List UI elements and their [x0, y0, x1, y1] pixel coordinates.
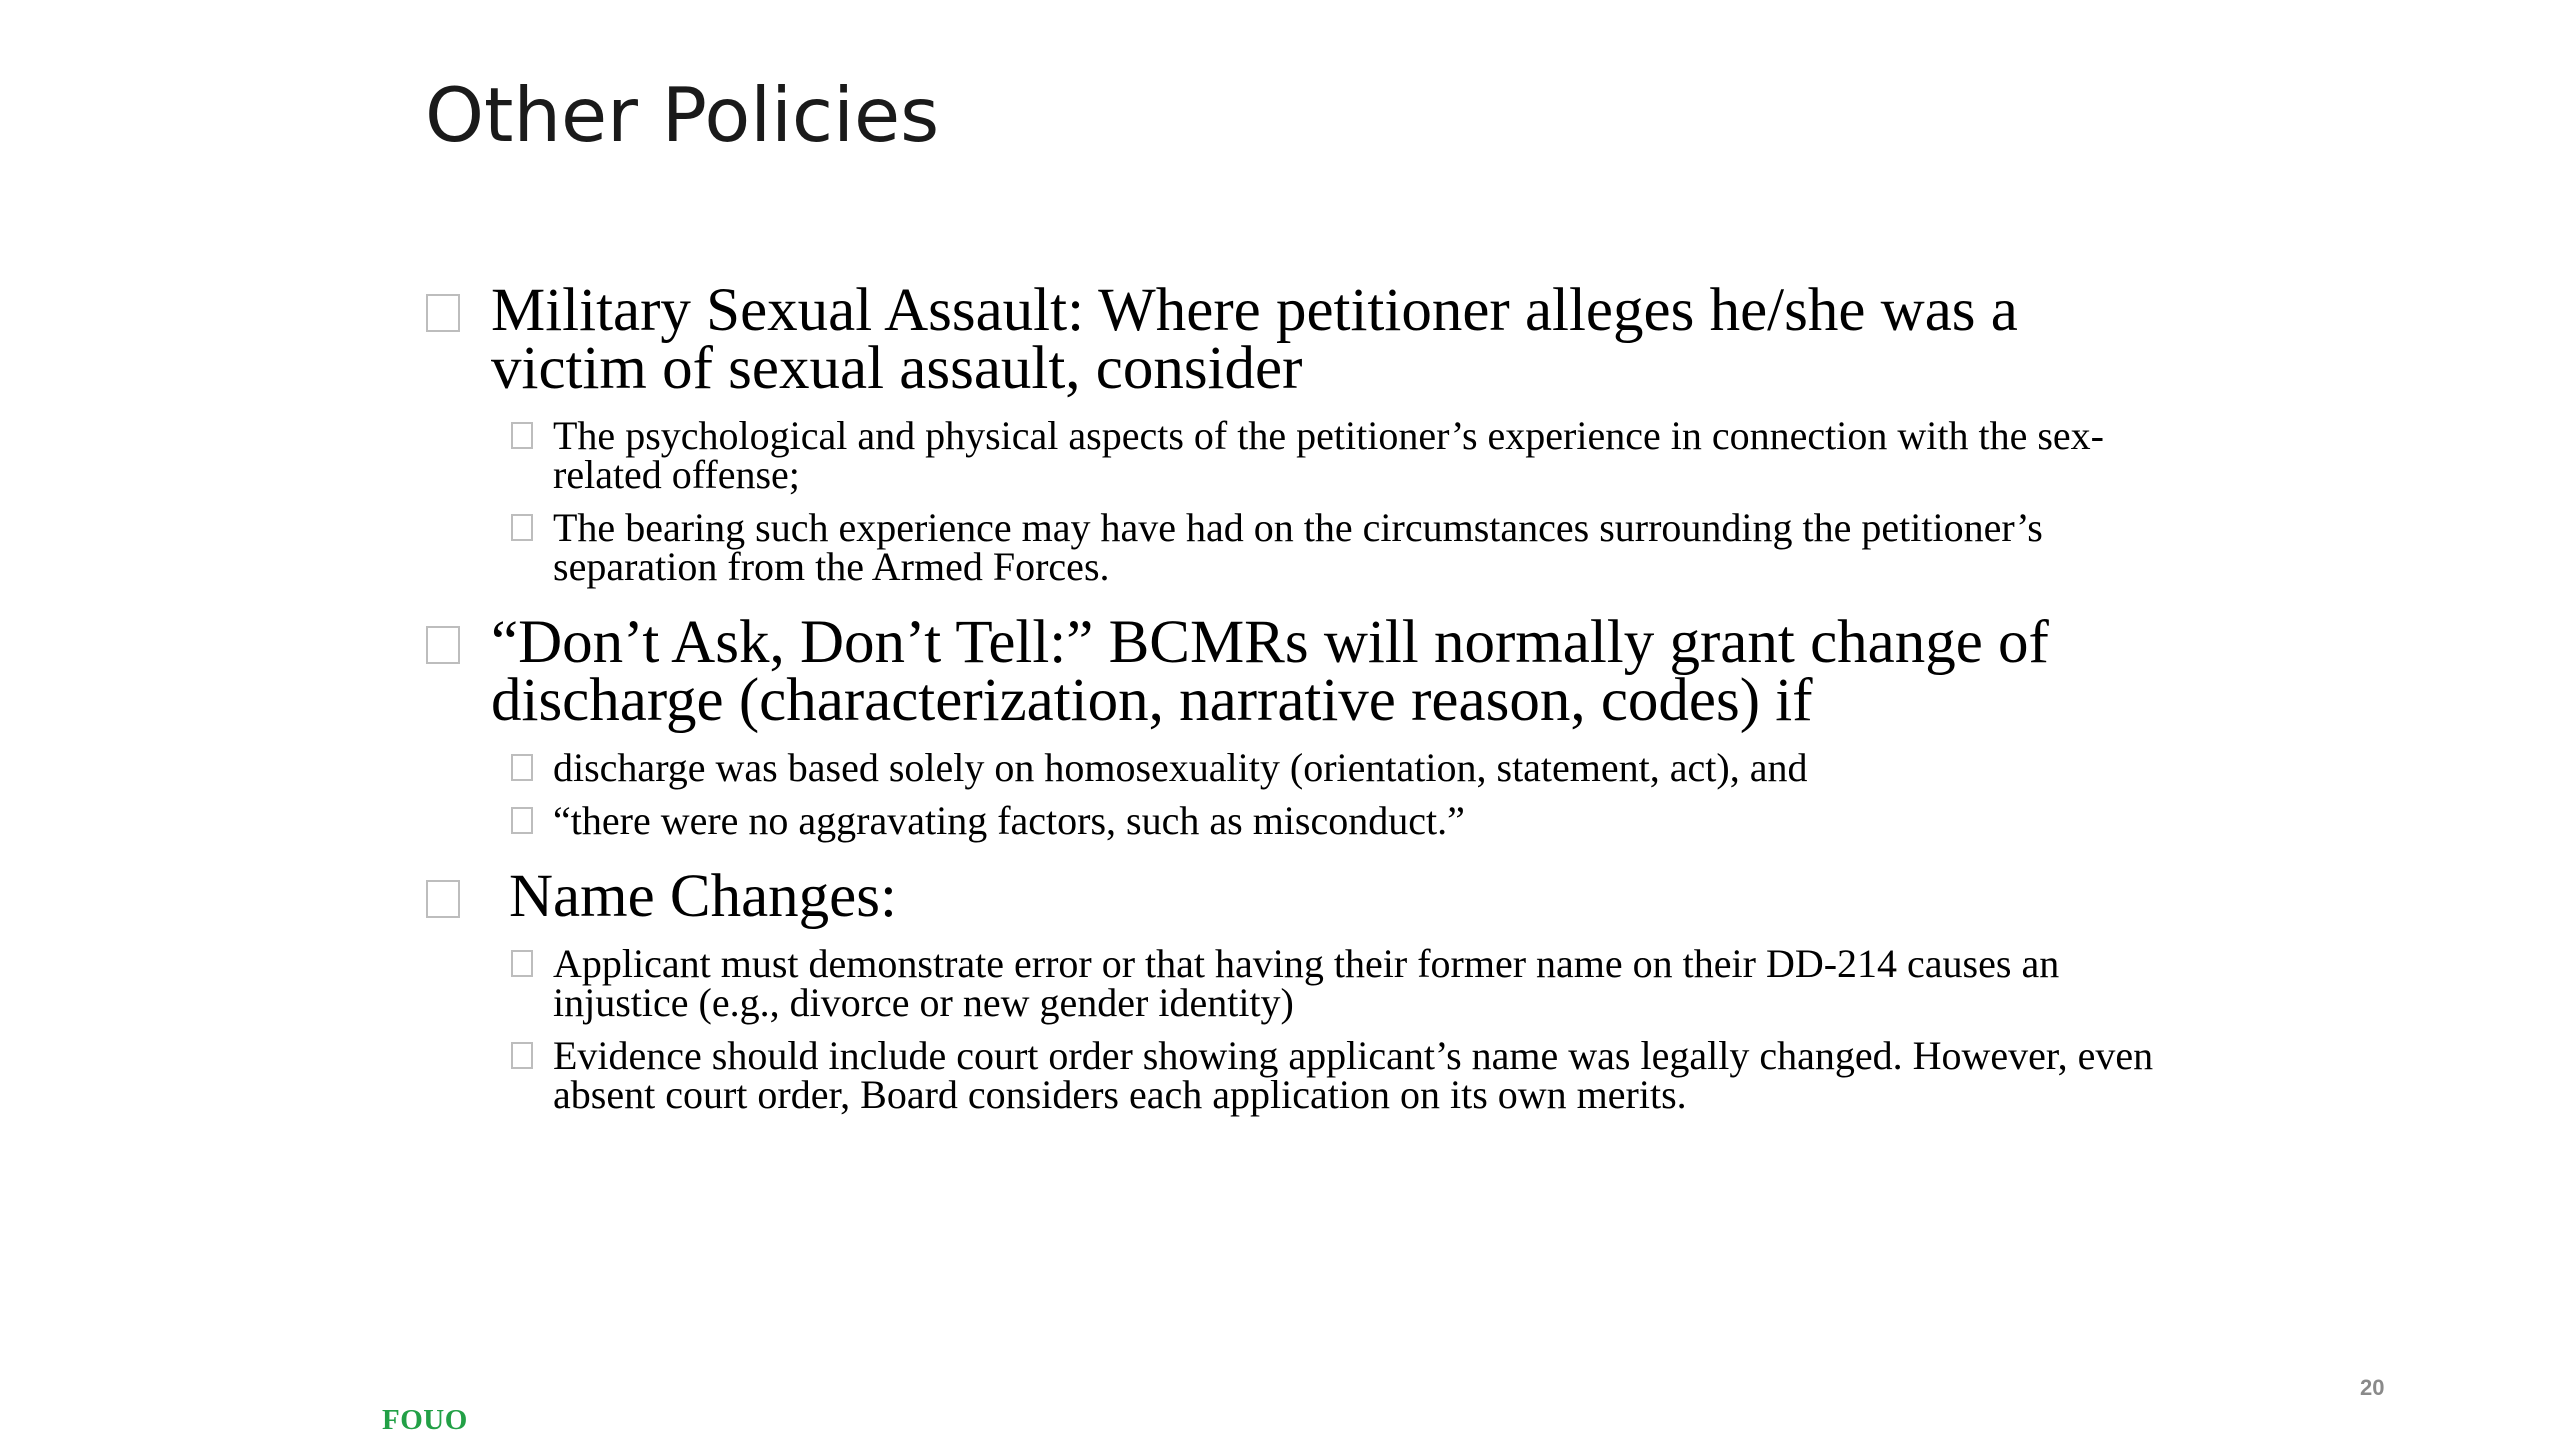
- slide-content: [425, 277, 2185, 1117]
- bullet-text: Name Changes:: [509, 863, 897, 930]
- bullet-dont-ask-dont-tell: [425, 609, 2185, 734]
- checkbox-bullet-icon: [426, 626, 460, 664]
- bullet-text: Military Sexual Assault: Where petitioner alleges he/she was a victim of sexual assault, consider: [491, 277, 2018, 402]
- sub-bullet-discharge-homosexuality: [425, 745, 2185, 790]
- bullet-name-changes: [425, 863, 2185, 930]
- checkbox-bullet-icon: [511, 950, 533, 977]
- checkbox-bullet-icon: [426, 294, 460, 332]
- bullet-text: “Don’t Ask, Don’t Tell:” BCMRs will normally grant change of discharge (characterization, narrative reason, codes) if: [491, 609, 2049, 734]
- fouo-marking: FOUO: [382, 1404, 468, 1436]
- sub-bullet-text: Applicant must demonstrate error or that having their former name on their DD-214 causes an injustice (e.g., divorce or new gender identity): [553, 941, 2060, 1025]
- sub-bullet-psychological-aspects: [425, 413, 2185, 497]
- sub-bullet-bearing-experience: [425, 505, 2185, 589]
- sub-bullet-no-aggravating-factors: [425, 798, 2185, 843]
- sub-bullet-evidence-court-order: [425, 1033, 2185, 1117]
- sub-bullet-applicant-demonstrate-error: [425, 941, 2185, 1025]
- checkbox-bullet-icon: [511, 422, 533, 449]
- sub-bullet-text: Evidence should include court order showing applicant’s name was legally changed. However, even absent court order, Board considers each application on its own merits.: [553, 1033, 2154, 1117]
- bullet-military-sexual-assault: [425, 277, 2185, 402]
- sub-bullet-text: The psychological and physical aspects of the petitioner’s experience in connection with the sex-related offense;: [553, 413, 2104, 497]
- checkbox-bullet-icon: [426, 880, 460, 918]
- slide-title: Other Policies: [425, 71, 940, 159]
- sub-bullet-text: The bearing such experience may have had on the circumstances surrounding the petitioner’s separation from the Armed Forces.: [553, 505, 2043, 589]
- checkbox-bullet-icon: [511, 514, 533, 541]
- sub-bullet-text: discharge was based solely on homosexuality (orientation, statement, act), and: [553, 745, 1808, 790]
- sub-bullet-text: “there were no aggravating factors, such as misconduct.”: [553, 798, 1465, 843]
- checkbox-bullet-icon: [511, 754, 533, 781]
- checkbox-bullet-icon: [511, 1042, 533, 1069]
- checkbox-bullet-icon: [511, 807, 533, 834]
- page-number: 20: [2360, 1375, 2385, 1400]
